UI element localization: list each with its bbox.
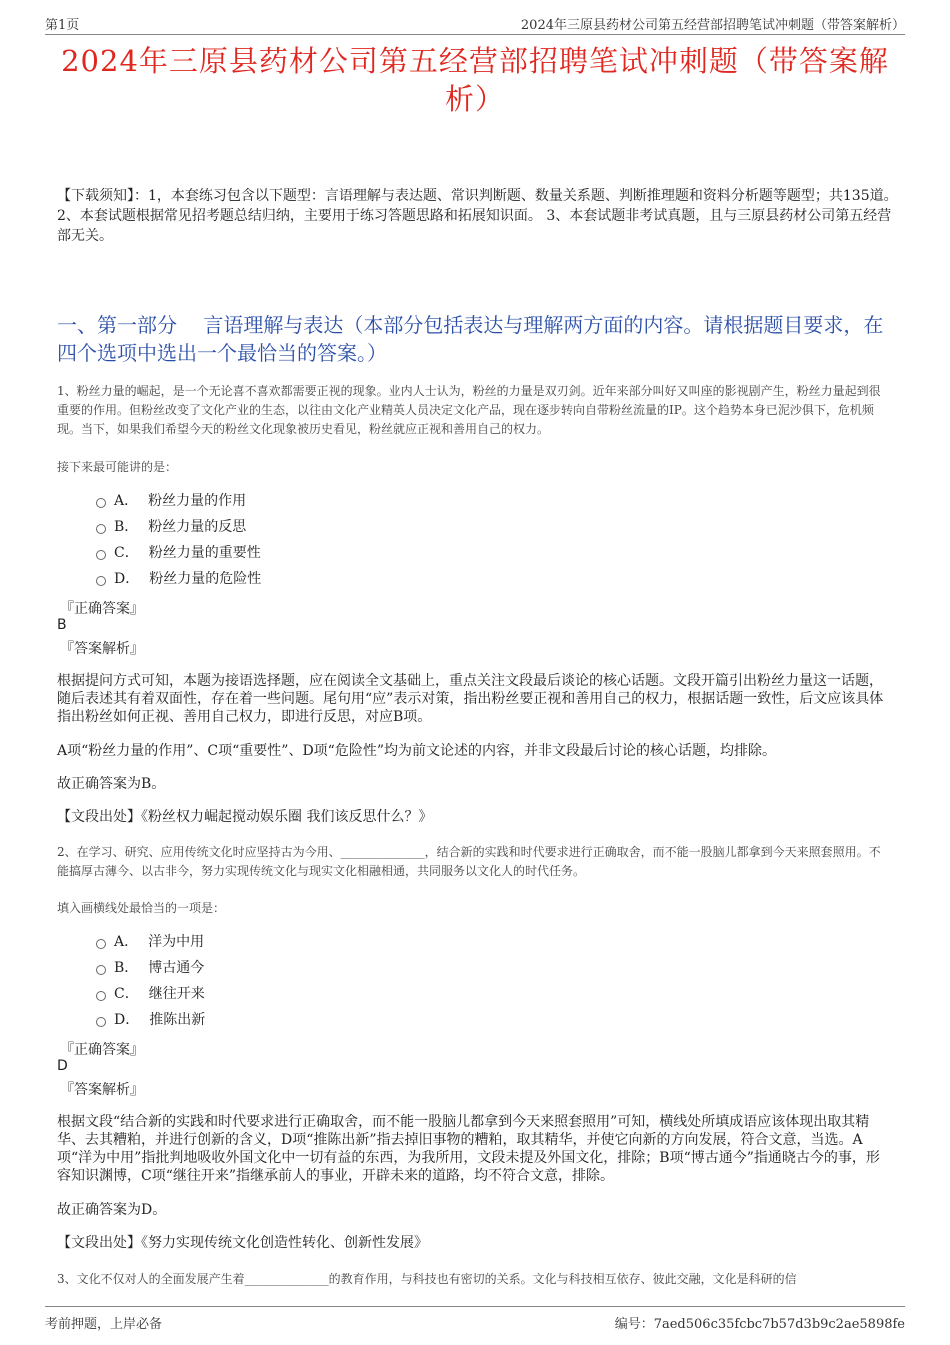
download-notice: 【下载须知】：1，本套练习包含以下题型：言语理解与表达题、常识判断题、数量关系题、判断推理题和资料分析题等题型；共135道。 2、本套试题根据常见招考题总结归纳，主要用于练习答题思路和拓展知识面。 3、本套试题非考试真题，且与三原县药材公司第五经营部无关。 [57, 188, 898, 244]
question-2-stem: 2、在学习、研究、应用传统文化时应坚持古为今用、______________，结合新的实践和时代要求进行正确取舍，而不能一股脑儿都拿到今天来照套照用。不能搞厚古薄今、以古非今，努力实现传统文化与现实文化相融相通，共同服务以文化人的时代任务。 [57, 845, 881, 878]
correct-answer-label: 『正确答案』 [60, 601, 144, 617]
analysis-paragraph: A项“粉丝力量的作用”、C项“重要性”、D项“危险性”均为前文论述的内容，并非文段最后讨论的核心话题，均排除。 [57, 743, 776, 759]
option-d[interactable]: D． 推陈出新 [96, 1007, 205, 1033]
option-b[interactable]: B． 博古通今 [96, 955, 205, 981]
radio-icon[interactable] [96, 991, 106, 1001]
footer-slogan: 考前押题，上岸必备 [45, 1317, 163, 1332]
section-title: 一、第一部分 言语理解与表达（本部分包括表达与理解两方面的内容。请根据题目要求，在四个选项中选出一个最恰当的答案。） [57, 313, 884, 365]
radio-icon[interactable] [96, 524, 106, 534]
radio-icon[interactable] [96, 550, 106, 560]
analysis-conclusion: 故正确答案为B。 [57, 776, 166, 792]
option-b[interactable]: B． 粉丝力量的反思 [96, 514, 261, 540]
question-2-prompt: 填入画横线处最恰当的一项是： [57, 901, 226, 915]
header-doc-title: 2024年三原县药材公司第五经营部招聘笔试冲刺题（带答案解析） [520, 18, 905, 33]
analysis-paragraph: 根据提问方式可知，本题为接语选择题，应在阅读全文基础上，重点关注文段最后谈论的核心话题。文段开篇引出粉丝力量这一话题，随后表述其有着双面性，存在着一些问题。尾句用“应”表示对策，指出粉丝要正视和善用自己的权力，根据话题一致性，后文应该具体指出粉丝如何正视、善用自己权力，即进行反思，对应B项。 [57, 673, 884, 725]
question-1-prompt: 接下来最可能讲的是： [57, 460, 178, 474]
source-citation: 【文段出处】《努力实现传统文化创造性转化、创新性发展》 [57, 1235, 428, 1251]
question-1-stem: 1、粉丝力量的崛起，是一个无论喜不喜欢都需要正视的现象。业内人士认为，粉丝的力量是双刃剑。近年来部分叫好又叫座的影视剧产生，粉丝力量起到很重要的作用。但粉丝改变了文化产业的生态，以往由文化产业精英人员决定文化产品，现在逐步转向自带粉丝流量的IP。这个趋势本身已泥沙俱下，危机频现。当下，如果我们希望今天的粉丝文化现象被历史看见，粉丝就应正视和善用自己的权力。 [57, 384, 881, 436]
analysis-label: 『答案解析』 [60, 641, 144, 657]
radio-icon[interactable] [96, 965, 106, 975]
question-3-stem: 3、文化不仅对人的全面发展产生着______________的教育作用，与科技也有密切的关系。文化与科技相互依存、彼此交融，文化是科研的信 [57, 1272, 797, 1286]
radio-icon[interactable] [96, 576, 106, 586]
analysis-paragraph: 根据文段“结合新的实践和时代要求进行正确取舍，而不能一股脑儿都拿到今天来照套照用”可知，横线处所填成语应该体现出取其精华、去其糟粕，并进行创新的含义，D项“推陈出新”指去掉旧事物的糟粕，取其精华，并使它向新的方向发展，符合文意，当选。A项“洋为中用”指批判地吸收外国文化中一切有益的东西，为我所用，文段未提及外国文化，排除；B项“博古通今”指通晓古今的事，形容知识渊博，C项“继往开来”指继承前人的事业，开辟未来的道路，均不符合文意，排除。 [57, 1114, 880, 1184]
option-a[interactable]: A． 洋为中用 [96, 929, 205, 955]
option-c[interactable]: C． 继往开来 [96, 981, 205, 1007]
radio-icon[interactable] [96, 1017, 106, 1027]
document-title: 2024年三原县药材公司第五经营部招聘笔试冲刺题（带答案解析） [61, 44, 889, 116]
page-footer [45, 1306, 905, 1333]
page-number: 第1页 [45, 18, 80, 33]
correct-answer: B [57, 617, 67, 633]
document-id: 编号：7aed506c35fcbc7b57d3b9c2ae5898fe [614, 1317, 905, 1332]
question-1-options [96, 488, 261, 592]
option-a[interactable]: A． 粉丝力量的作用 [96, 488, 261, 514]
question-2-options [96, 929, 205, 1033]
correct-answer-label: 『正确答案』 [60, 1042, 144, 1058]
option-d[interactable]: D． 粉丝力量的危险性 [96, 566, 261, 592]
page-header [45, 14, 905, 35]
option-c[interactable]: C． 粉丝力量的重要性 [96, 540, 261, 566]
correct-answer: D [57, 1058, 68, 1074]
analysis-label: 『答案解析』 [60, 1082, 144, 1098]
radio-icon[interactable] [96, 498, 106, 508]
source-citation: 【文段出处】《粉丝权力崛起搅动娱乐圈 我们该反思什么？》 [57, 809, 433, 825]
radio-icon[interactable] [96, 939, 106, 949]
analysis-conclusion: 故正确答案为D。 [57, 1202, 167, 1218]
